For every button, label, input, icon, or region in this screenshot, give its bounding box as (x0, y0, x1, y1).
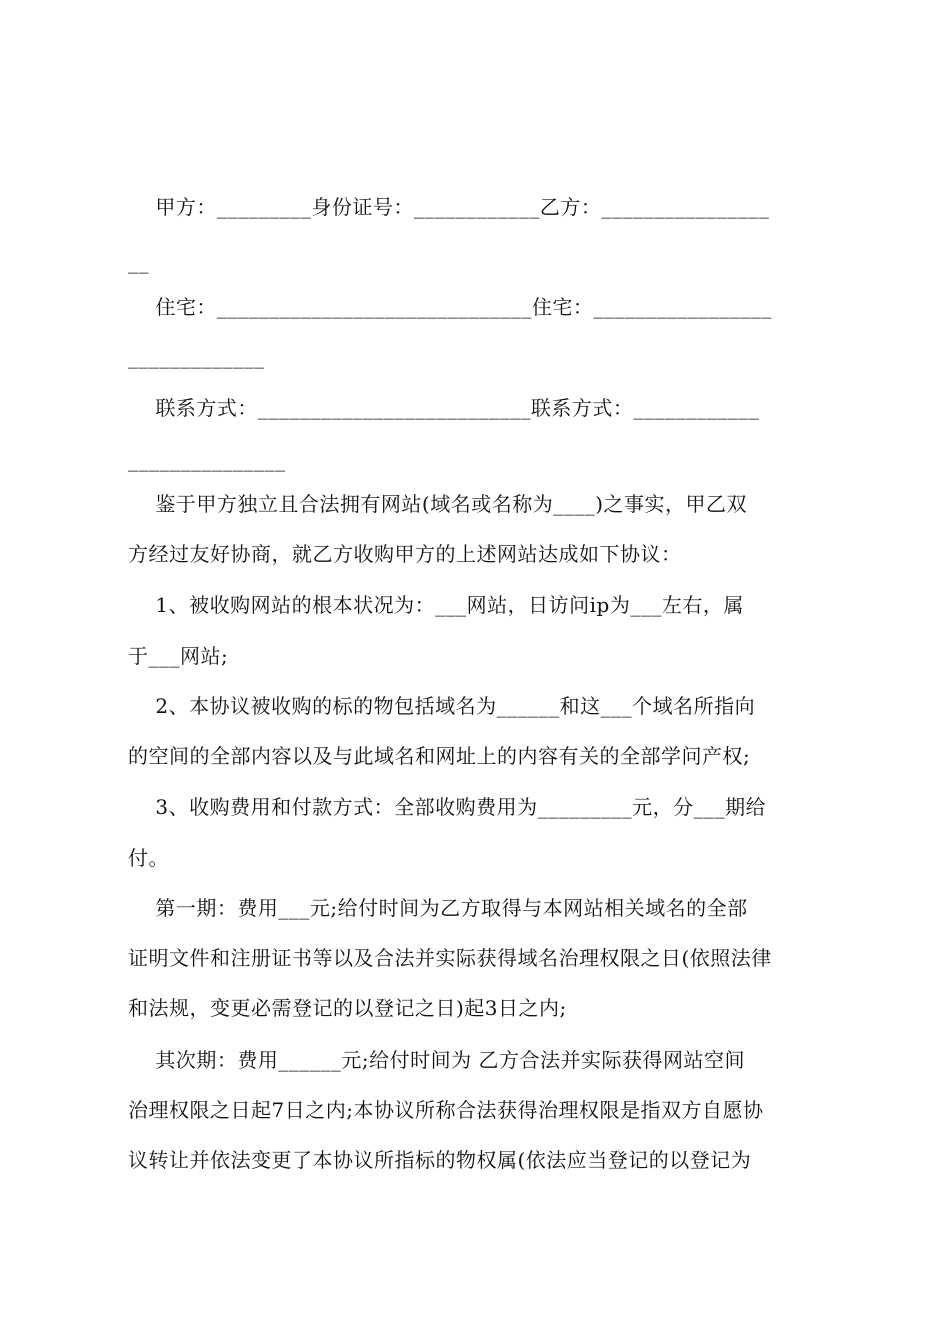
preamble-line-1: 鉴于甲方独立且合法拥有网站(域名或名称为____)之事实，甲乙双 (128, 492, 748, 516)
first-payment-line-2: 证明文件和注册证书等以及合法并实际获得域名治理权限之日(依照法律 (128, 946, 772, 970)
clause-2-line-2: 的空间的全部内容以及与此域名和网址上的内容有关的全部学问产权; (128, 744, 751, 768)
clause-2-line-1: 2、本协议被收购的标的物包括域名为______和这___个域名所指向 (128, 694, 756, 718)
clause-3-line-2: 付。 (128, 846, 169, 870)
clause-1-line-1: 1、被收购网站的根本状况为：___网站，日访问ip为___左右，属 (128, 593, 744, 617)
contact-line-continued: _______________ (128, 448, 286, 472)
party-info-line-continued: __ (128, 250, 149, 274)
address-line-continued: _____________ (128, 345, 265, 369)
first-payment-line-3: 和法规，变更必需登记的以登记之日)起3日之内; (128, 996, 567, 1020)
contact-line: 联系方式：__________________________联系方式：____________ (128, 396, 760, 420)
second-payment-line-1: 其次期：费用______元;给付时间为 乙方合法并实际获得网站空间 (128, 1048, 746, 1072)
party-info-line: 甲方：_________身份证号：____________乙方：________________ (128, 195, 770, 219)
second-payment-line-2: 治理权限之日起7日之内;本协议所称合法获得治理权限是指双方自愿协 (128, 1098, 764, 1122)
address-line: 住宅：______________________________住宅：_________________ (128, 295, 772, 319)
clause-1-line-2: 于___网站; (128, 644, 229, 668)
first-payment-line-1: 第一期：费用___元;给付时间为乙方取得与本网站相关域名的全部 (128, 896, 748, 920)
preamble-line-2: 方经过友好协商，就乙方收购甲方的上述网站达成如下协议： (128, 542, 682, 566)
second-payment-line-3: 议转让并依法变更了本协议所指标的物权属(依法应当登记的以登记为 (128, 1148, 752, 1172)
clause-3-line-1: 3、收购费用和付款方式：全部收购费用为_________元，分___期给 (128, 795, 767, 819)
